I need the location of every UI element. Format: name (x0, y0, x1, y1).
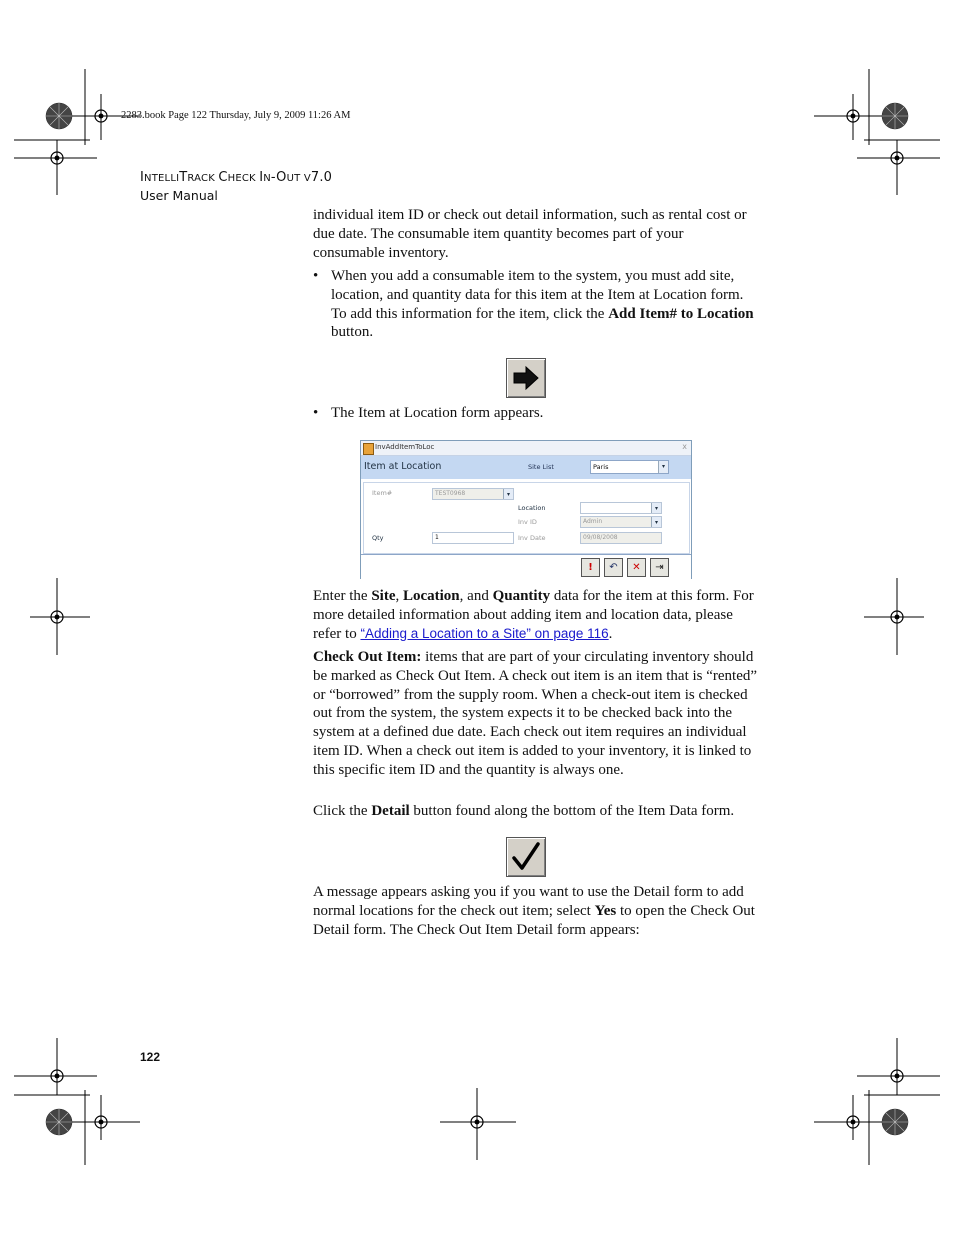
text-run: . (608, 625, 613, 642)
text-run: Click the (313, 803, 372, 819)
page-number: 122 (140, 1050, 161, 1064)
text-run: button found along the bottom of the Item Data form. (409, 803, 735, 819)
chevron-down-icon: ▾ (503, 489, 513, 499)
site-list-label: Site List (528, 463, 554, 471)
bold-run: Check Out Item: (313, 649, 422, 665)
form-window-title: InvAddItemToLoc (375, 443, 435, 451)
item-label: Item# (372, 489, 393, 497)
form-button-bar (361, 554, 691, 579)
bullet-text: The Item at Location form appears. (331, 405, 544, 421)
chevron-down-icon: ▾ (651, 517, 661, 527)
inv-id-value: Admin (583, 518, 603, 525)
bullet-marker: • (313, 405, 319, 421)
chevron-down-icon[interactable]: ▾ (658, 461, 668, 473)
title-part: 7.0 (310, 170, 333, 185)
exit-button[interactable]: ⇥ (650, 558, 669, 577)
form-window-icon (363, 443, 374, 455)
checkmark-icon (507, 838, 545, 876)
inv-id-field (580, 516, 662, 528)
title-part: V (303, 173, 311, 184)
chevron-down-icon[interactable]: ▾ (651, 503, 661, 513)
bullet-marker: • (313, 268, 319, 284)
bold-run: Location (402, 588, 460, 604)
item-at-location-form (360, 440, 692, 579)
qty-label: Qty (372, 534, 384, 542)
title-part: HECK (227, 173, 260, 184)
title-part: T (179, 170, 188, 185)
bold-run: Detail (371, 803, 410, 819)
title-part: RACK (187, 173, 219, 184)
bold-run: Yes (594, 902, 617, 919)
text-run: , and (459, 588, 493, 604)
title-part: NTELLI (144, 173, 180, 184)
message-paragraph (313, 883, 758, 939)
detail-button[interactable] (506, 837, 546, 877)
item-field (432, 488, 514, 500)
right-arrow-icon (507, 359, 545, 397)
inv-id-label: Inv ID (518, 518, 537, 526)
running-header-subtitle: User Manual (140, 188, 218, 203)
bold-run: Add Item# to Location (608, 305, 754, 322)
check-out-item-paragraph (313, 648, 758, 780)
title-part: I (259, 170, 264, 185)
save-button[interactable]: ! (581, 558, 600, 577)
book-info-line: 2283.book Page 122 Thursday, July 9, 2009 11:26 AM (121, 110, 351, 121)
click-detail-paragraph (313, 802, 758, 821)
title-part: -O (270, 170, 287, 185)
text-run: button. (331, 324, 374, 341)
item-value: TEST0968 (435, 490, 466, 497)
form-heading: Item at Location (364, 461, 442, 472)
cross-reference-link[interactable]: “Adding a Location to a Site” on page 116 (360, 625, 609, 641)
text-run: data for the item at this form. For more detailed information about adding item and location data, please refer to (313, 588, 754, 642)
text-run: to open the Check Out Detail form. The Check Out Item Detail form appears: (313, 902, 755, 938)
site-list-value: Paris (593, 463, 609, 471)
enter-data-paragraph (313, 587, 758, 643)
text-run: Enter the (313, 588, 372, 604)
form-titlebar (361, 441, 691, 456)
running-header-title (140, 170, 332, 185)
bold-run: Site (371, 588, 396, 604)
title-part: N (263, 173, 271, 184)
text-run: When you add a consumable item to the system, you must add site, location, and quantity data for this item at the Item at Location form. To add this information for the item, click the (331, 268, 744, 322)
title-part: UT (286, 173, 304, 184)
delete-button[interactable]: ✕ (627, 558, 646, 577)
inv-date-field (580, 532, 662, 544)
intro-paragraph: individual item ID or check out detail information, such as rental cost or due date. The consumable item quantity becomes part of your consumable inventory. (313, 207, 747, 261)
form-header (361, 456, 691, 479)
qty-field[interactable] (432, 532, 514, 544)
site-list-select[interactable] (590, 460, 669, 474)
undo-button[interactable]: ↶ (604, 558, 623, 577)
location-label: Location (518, 504, 546, 512)
title-part: C (218, 170, 228, 185)
location-select[interactable] (580, 502, 662, 514)
bullet-text (331, 267, 758, 342)
form-fields-panel (363, 482, 690, 554)
text-run: A message appears asking you if you want to use the Detail form to add normal locations for the check out item; select (313, 884, 744, 919)
close-icon[interactable]: x (682, 442, 687, 451)
text-run: , (395, 588, 403, 604)
add-item-to-location-button[interactable] (506, 358, 546, 398)
inv-date-value: 09/08/2008 (583, 534, 618, 541)
text-run: items that are part of your circulating inventory should be marked as Check Out Item. A check out item is an item that is “rented” or “borrowed” from the supply room. When a check-out item is checked out from the system, the system expects it to be checked back into the system at a defined due date. Each check out item requires an individual item ID. When a check out item is added to your inventory, it is linked to this specific item ID and the quantity is always one. (313, 649, 758, 778)
inv-date-label: Inv Date (518, 534, 546, 542)
bold-run: Quantity (492, 588, 551, 604)
title-part: I (140, 170, 145, 185)
qty-value: 1 (435, 534, 439, 541)
